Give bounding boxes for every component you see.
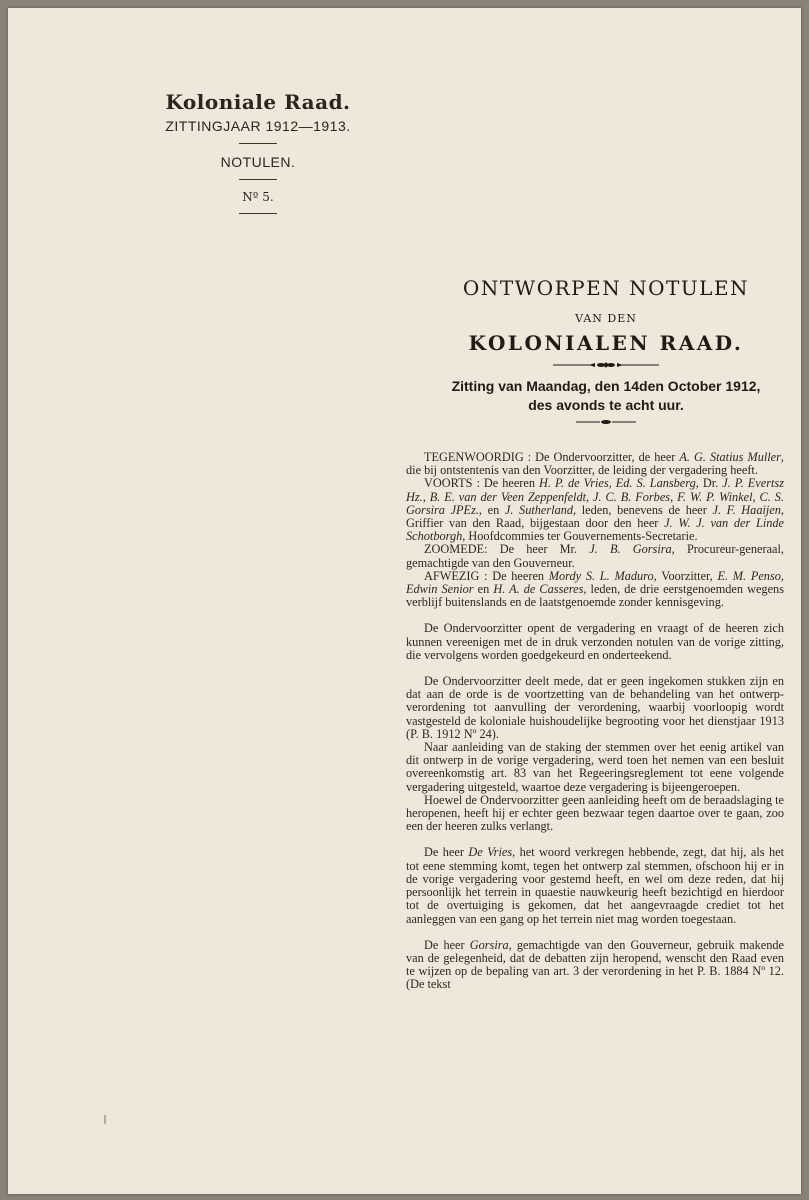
attendance-present: TEGENWOORDIG : De Ondervoorzitter, de heer A. G. Statius Muller, die bij ontstentenis van den Voorzitter, de leiding der vergadering heeft. (406, 450, 784, 478)
divider (239, 143, 277, 144)
council-name: KOLONIALEN RAAD. (468, 331, 744, 355)
council-title: Koloniale Raad. (165, 90, 351, 114)
session-line-1: Zitting van Maandag, den 14den October 1912, (451, 378, 761, 394)
ornament-divider (551, 361, 661, 369)
paper-mark (104, 1115, 106, 1124)
attendance-absent: AFWEZIG : De heeren Mordy S. L. Maduro, Voorzitter, E. M. Penso, Edwin Senior en H. A. de Casseres, leden, de drie eerstgenoemden wegens verblijf buitenslands en de laatstgenoemde zonder kennisgeving. (406, 568, 784, 610)
notulen-label: NOTULEN. (220, 154, 296, 170)
session-year: ZITTINGJAAR 1912—1913. (165, 118, 351, 134)
divider (239, 179, 277, 180)
van-den-label: VAN DEN (575, 312, 637, 325)
paragraph-opening: De Ondervoorzitter opent de vergadering en vraagt of de heeren zich kunnen vereenigen met de in druk verzonden notulen van de vorige zitting, die vervolgens worden goedgekeurd en onderteekend. (406, 621, 784, 662)
attendance-also: VOORTS : De heeren H. P. de Vries, Ed. S. Lansberg, Dr. J. P. Evertsz Hz., B. E. van der Veen Zeppenfeldt, J. C. B. Forbes, F. W. P. Winkel, C. S. Gorsira JPEz., en J. Sutherland, leden, benevens de heer J. F. Haaijen, Griffier van den Raad, bijgestaan door den heer J. W. J. van der Linde Schotborgh, Hoofdcommies ter Gouvernements-Secretarie. (406, 476, 784, 544)
document-page (8, 8, 801, 1194)
paragraph-agenda: De Ondervoorzitter deelt mede, dat er geen ingekomen stukken zijn en dat aan de orde is de voortzetting van de behandeling van het ontwerp-verordening tot aanvulling der verordening, waarbij voorloopig wordt vastgesteld de koloniale huishoudelijke begrooting voor het dienstjaar 1913 (P. B. 1912 Nº 24). (406, 674, 784, 741)
ornament-divider-small (574, 419, 638, 425)
paragraph-vote: Naar aanleiding van de staking der stemmen over het eenig artikel van dit ontwerp in de vorige vergadering, werd toen het nemen van een besluit overeenkomstig art. 83 van het Regeeringsreglement tot eene volgende vergadering uitgesteld, waartoe deze vergadering is bijeengeroepen. (406, 740, 784, 794)
session-line-2: des avonds te acht uur. (528, 397, 684, 413)
paragraph-deliberation: Hoewel de Ondervoorzitter geen aanleiding heeft om de beraadslaging te heropenen, heeft hij er echter geen bezwaar tegen daartoe over te gaan, zoo een der heeren zulks verlangt. (406, 792, 784, 834)
issue-number: Nº 5. (242, 190, 274, 204)
attendance-moreover: ZOOMEDE: De heer Mr. J. B. Gorsira, Procureur-generaal, gemachtigde van den Gouverneur. (406, 542, 784, 570)
minutes-body (406, 451, 784, 992)
paragraph-de-vries: De heer De Vries, het woord verkregen hebbende, zegt, dat hij, als het tot eene stemming komt, tegen het ontwerp zal stemmen, ofschoon hij er in de vorige vergadering voor gestemd heeft, en wel om deze reden, dat hij persoonlijk het terrein in quaestie nauwkeurig heeft bezichtigd en hierdoor tot de overtuiging is gekomen, dat het aangevraagde crediet tot het aanleggen van een gang op het terrein niet mag worden toegestaan. (406, 845, 785, 926)
minutes-header (436, 276, 776, 425)
council-header (138, 90, 378, 224)
paragraph-gorsira: De heer Gorsira, gemachtigde van den Gouverneur, gebruik makende van de gelegenheid, dat de debatten zijn heropend, wenscht den Raad even te wijzen op de bepaling van art. 3 der verordening in het P. B. 1884 Nº 12. (De tekst (406, 937, 784, 992)
divider (239, 213, 277, 214)
minutes-title: ONTWORPEN NOTULEN (462, 276, 750, 300)
